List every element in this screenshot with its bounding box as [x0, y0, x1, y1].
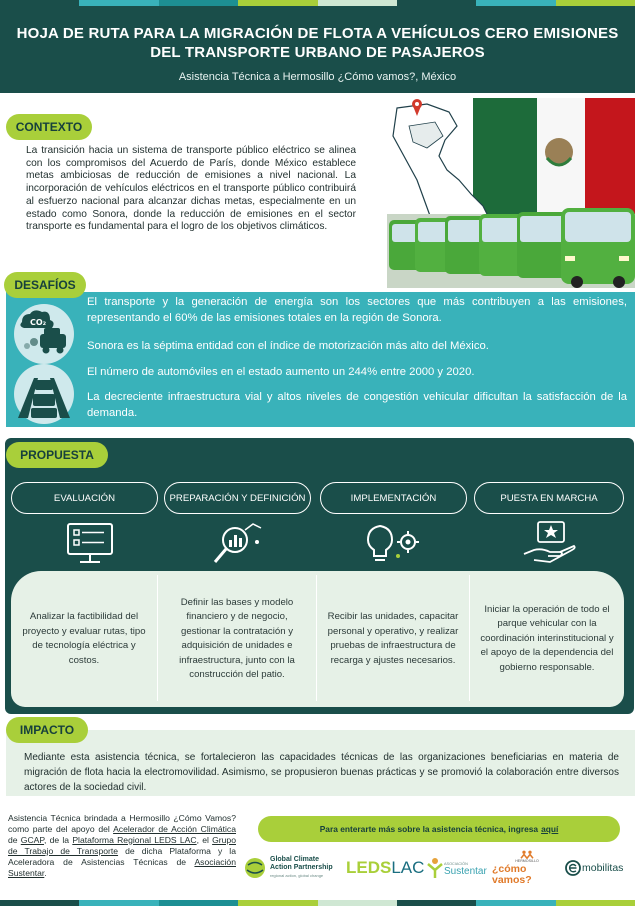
logo-leds-lac	[346, 850, 425, 886]
phase-evaluacion: EVALUACIÓN	[11, 482, 158, 514]
phase-preparacion: PREPARACIÓN Y DEFINICIÓN	[164, 482, 311, 514]
credit-text: , de la	[44, 834, 73, 845]
cta-link[interactable]: aquí	[541, 824, 559, 834]
desafios-label: DESAFÍOS	[4, 272, 86, 298]
logo-gcap	[243, 850, 339, 886]
leds-text: LEDS	[346, 858, 392, 877]
link-asociacion-sustentar[interactable]: Asociación Sustentar	[8, 856, 236, 878]
mobilitas-text: mobilitas	[582, 862, 624, 874]
page-subtitle: Asistencia Técnica a Hermosillo ¿Cómo vamos?, México	[178, 71, 457, 83]
co2-label: CO₂	[30, 318, 47, 327]
phase-desc-implementacion: Recibir las unidades, capacitar personal y operativo, y realizar pruebas de infraestructura de recarga y ajustes necesarios.	[327, 611, 459, 666]
phase-desc-preparacion: Definir las bases y modelo financiero y de negocio, gestionar la contratación y adquisición de unidades e infraestructura, junto con la construcción del patio.	[179, 596, 295, 680]
credit-text: de dicha Plataforma y la Aceleradora de Asistencias Técnicas de	[8, 845, 236, 867]
impacto-text: Mediante esta asistencia técnica, se fortalecieron las capacidades técnicas de las organizaciones beneficiarias en materia de migración de flota hacia la electromovilidad. Asimismo, se propusieron buenas prácticas y se promovió la colaboración entre diversos actores de la sociedad civil.	[24, 752, 619, 793]
context-illustration	[387, 96, 635, 288]
gcap-line2: Action Partnership	[270, 864, 333, 871]
more-info-banner	[258, 816, 620, 842]
mobilitas-e-icon	[565, 860, 581, 876]
bulb-gear-icon	[362, 520, 422, 566]
footer-credit	[8, 813, 236, 878]
hermosillo-small: HERMOSILLO	[515, 859, 539, 863]
desafio-item-2: Sonora es la séptima entidad con el índice de motorización más alto del México.	[87, 340, 489, 352]
credit-text: , el	[196, 834, 213, 845]
gcap-line1: Global Climate	[270, 856, 320, 863]
hermosillo-figures-icon	[517, 850, 537, 859]
link-grupo-transporte[interactable]: Grupo de Trabajo de Transporte	[8, 834, 236, 856]
contexto-text: La transición hacia un sistema de transporte público eléctrico se alinea con los compromisos del Acuerdo de París, donde México establece metas ambiciosas de reducción de emisiones a nivel nacional. La incorporación de vehículos eléctricos en el transporte público contribuirá al esfuerzo nacional para alcanzar dichas metas, especialmente en un estado como Sonora, donde la reducción de emisiones en el sector transporte es fundamental para el logro de los objetivos climáticos.	[26, 145, 356, 233]
link-acelerador[interactable]: Acelerador de Acción Climática	[113, 823, 237, 834]
logo-sustentar	[426, 850, 492, 886]
link-gcap[interactable]: GCAP	[20, 834, 45, 845]
phase-desc-puesta-en-marcha: Iniciar la operación de todo el parque vehicular con la coordinación interinstitucional y el apoyo de la dependencia del gobierno responsable.	[480, 603, 614, 673]
lac-text: LAC	[391, 858, 425, 877]
sustentar-text: Sustentar	[444, 866, 487, 877]
checklist-monitor-icon	[60, 520, 120, 566]
propuesta-label: PROPUESTA	[6, 442, 108, 468]
gcap-globe-icon	[243, 856, 267, 880]
phase-implementacion: IMPLEMENTACIÓN	[320, 482, 467, 514]
sustentar-small: ASOCIACIÓN	[444, 862, 468, 866]
contexto-label: CONTEXTO	[6, 114, 92, 140]
credit-text: Asistencia Técnica brindada a Hermosillo ¿Cómo Vamos? como parte del apoyo del	[8, 813, 236, 834]
cta-text: Para enterarte más sobre la asistencia técnica, ingresa	[319, 824, 539, 834]
logo-hermosillo-como-vamos	[492, 850, 562, 886]
desafio-item-3: El número de automóviles en el estado aumento un 244% entre 2000 y 2020.	[87, 366, 475, 378]
impacto-label: IMPACTO	[6, 717, 88, 743]
comovamos-text: ¿cómo vamos?	[492, 863, 532, 886]
link-leds-lac[interactable]: Plataforma Regional LEDS LAC	[72, 834, 197, 845]
logo-mobilitas	[565, 850, 633, 886]
page-title: HOJA DE RUTA PARA LA MIGRACIÓN DE FLOTA A VEHÍCULOS CERO EMISIONES DEL TRANSPORTE URBANO DE PASAJEROS	[16, 25, 619, 61]
gcap-tagline: regional action, global change	[270, 873, 324, 878]
hand-star-icon	[520, 520, 580, 566]
sustentar-figure-icon	[426, 856, 444, 880]
desafios-icons	[6, 292, 81, 427]
header-banner	[0, 6, 635, 93]
desafio-item-4: La decreciente infraestructura vial y altos niveles de congestión vehicular dificultan la satisfacción de la demanda.	[87, 391, 627, 419]
mexico-map-flag-bus-illustration	[387, 96, 635, 288]
phase-puesta-en-marcha: PUESTA EN MARCHA	[474, 482, 624, 514]
desafio-item-1: El transporte y la generación de energía son los sectores que más contribuyen a las emisiones, representando el 60% de las emisiones totales en la región de Sonora.	[87, 296, 627, 324]
credit-text: .	[44, 867, 47, 878]
chart-magnifier-icon	[207, 520, 267, 566]
emissions-traffic-icon	[6, 292, 81, 427]
credit-text: de	[8, 834, 21, 845]
phase-desc-evaluacion: Analizar la factibilidad del proyecto y evaluar rutas, tipo de tecnología eléctrica y costos.	[22, 611, 146, 666]
bottom-color-stripe	[0, 900, 635, 906]
